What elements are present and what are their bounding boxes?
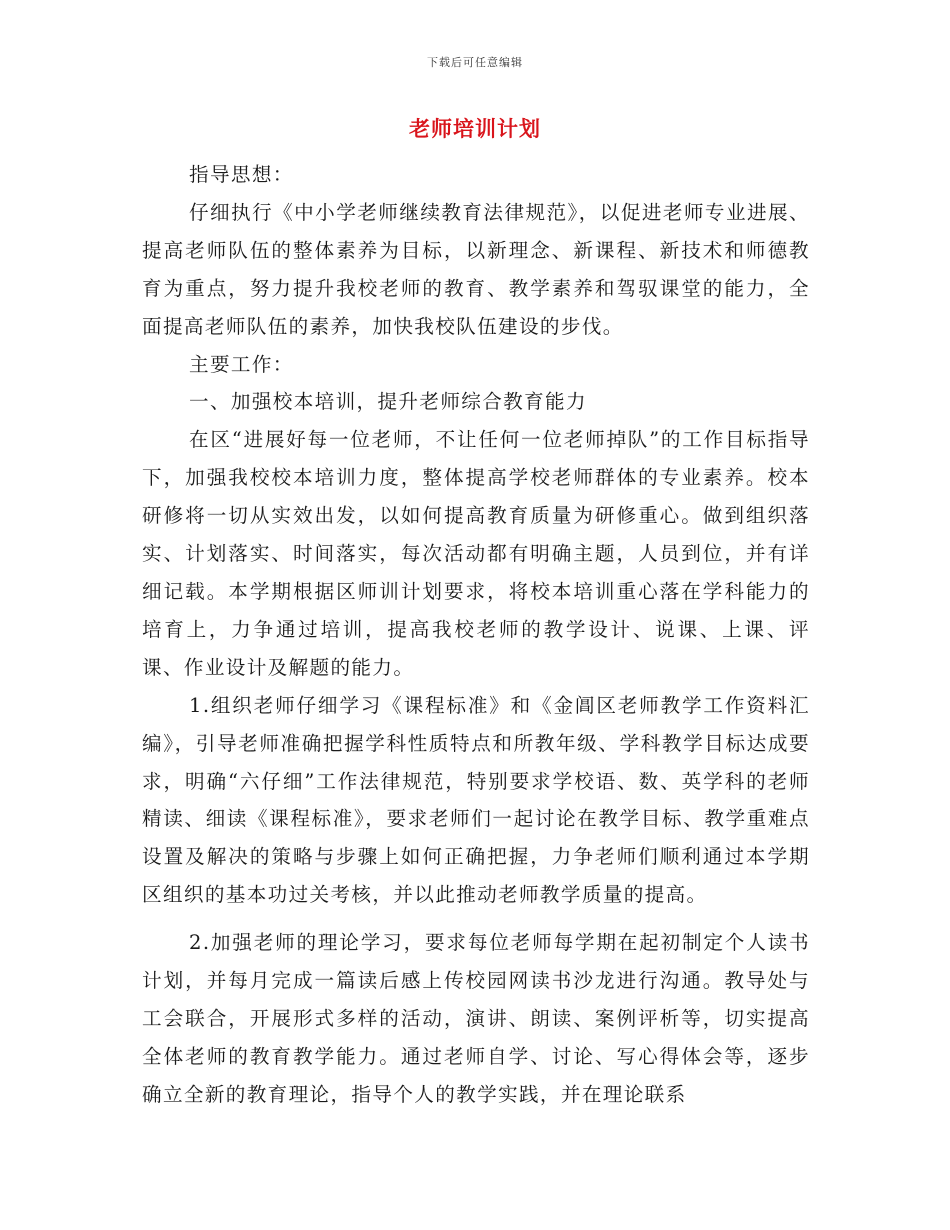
document-body <box>142 156 810 1114</box>
paragraph-item-1: 1.组织老师仔细学习《课程标准》和《金阊区老师教学工作资料汇编》，引导老师准确把握学科性质特点和所教年级、学科教学目标达成要求，明确“六仔细”工作法律规范，特别要求学校语、数、英学科的老师精读、细读《课程标准》，要求老师们一起讨论在教学目标、教学重难点设置及解决的策略与步骤上如何正确把握，力争老师们顺利通过本学期区组织的基本功过关考核，并以此推动老师教学质量的提高。 <box>142 693 810 907</box>
header-note: 下载后可任意编辑 <box>427 56 523 69</box>
paragraph-item-2: 2.加强老师的理论学习，要求每位老师每学期在起初制定个人读书计划，并每月完成一篇读后感上传校园网读书沙龙进行沟通。教导处与工会联合，开展形式多样的活动，演讲、朗读、案例评析等，切实提高全体老师的教育教学能力。通过老师自学、讨论、写心得体会等，逐步确立全新的教育理论，指导个人的教学实践，并在理论联系 <box>142 931 810 1106</box>
paragraph-section-one-heading: 一、加强校本培训，提升老师综合教育能力 <box>189 390 587 414</box>
paragraph-main-work-heading: 主要工作： <box>189 352 294 376</box>
paragraph-section-one-text: 在区“进展好每一位老师，不让任何一位老师掉队”的工作目标指导下，加强我校校本培训力度，整体提高学校老师群体的专业素养。校本研修将一切从实效出发，以如何提高教育质量为研修重心。做到组织落实、计划落实、时间落实，每次活动都有明确主题，人员到位，并有详细记载。本学期根据区师训计划要求，将校本培训重心落在学科能力的培育上，力争通过培训，提高我校老师的教学设计、说课、上课、评课、作业设计及解题的能力。 <box>142 428 810 679</box>
document-title: 老师培训计划 <box>409 117 541 141</box>
paragraph-guiding-heading: 指导思想： <box>189 163 294 186</box>
paragraph-guiding-text: 仔细执行《中小学老师继续教育法律规范》，以促进老师专业进展、提高老师队伍的整体素养为目标，以新理念、新课程、新技术和师德教育为重点，努力提升我校老师的教育、教学素养和驾驭课堂的能力，全面提高老师队伍的素养，加快我校队伍建设的步伐。 <box>142 200 810 338</box>
